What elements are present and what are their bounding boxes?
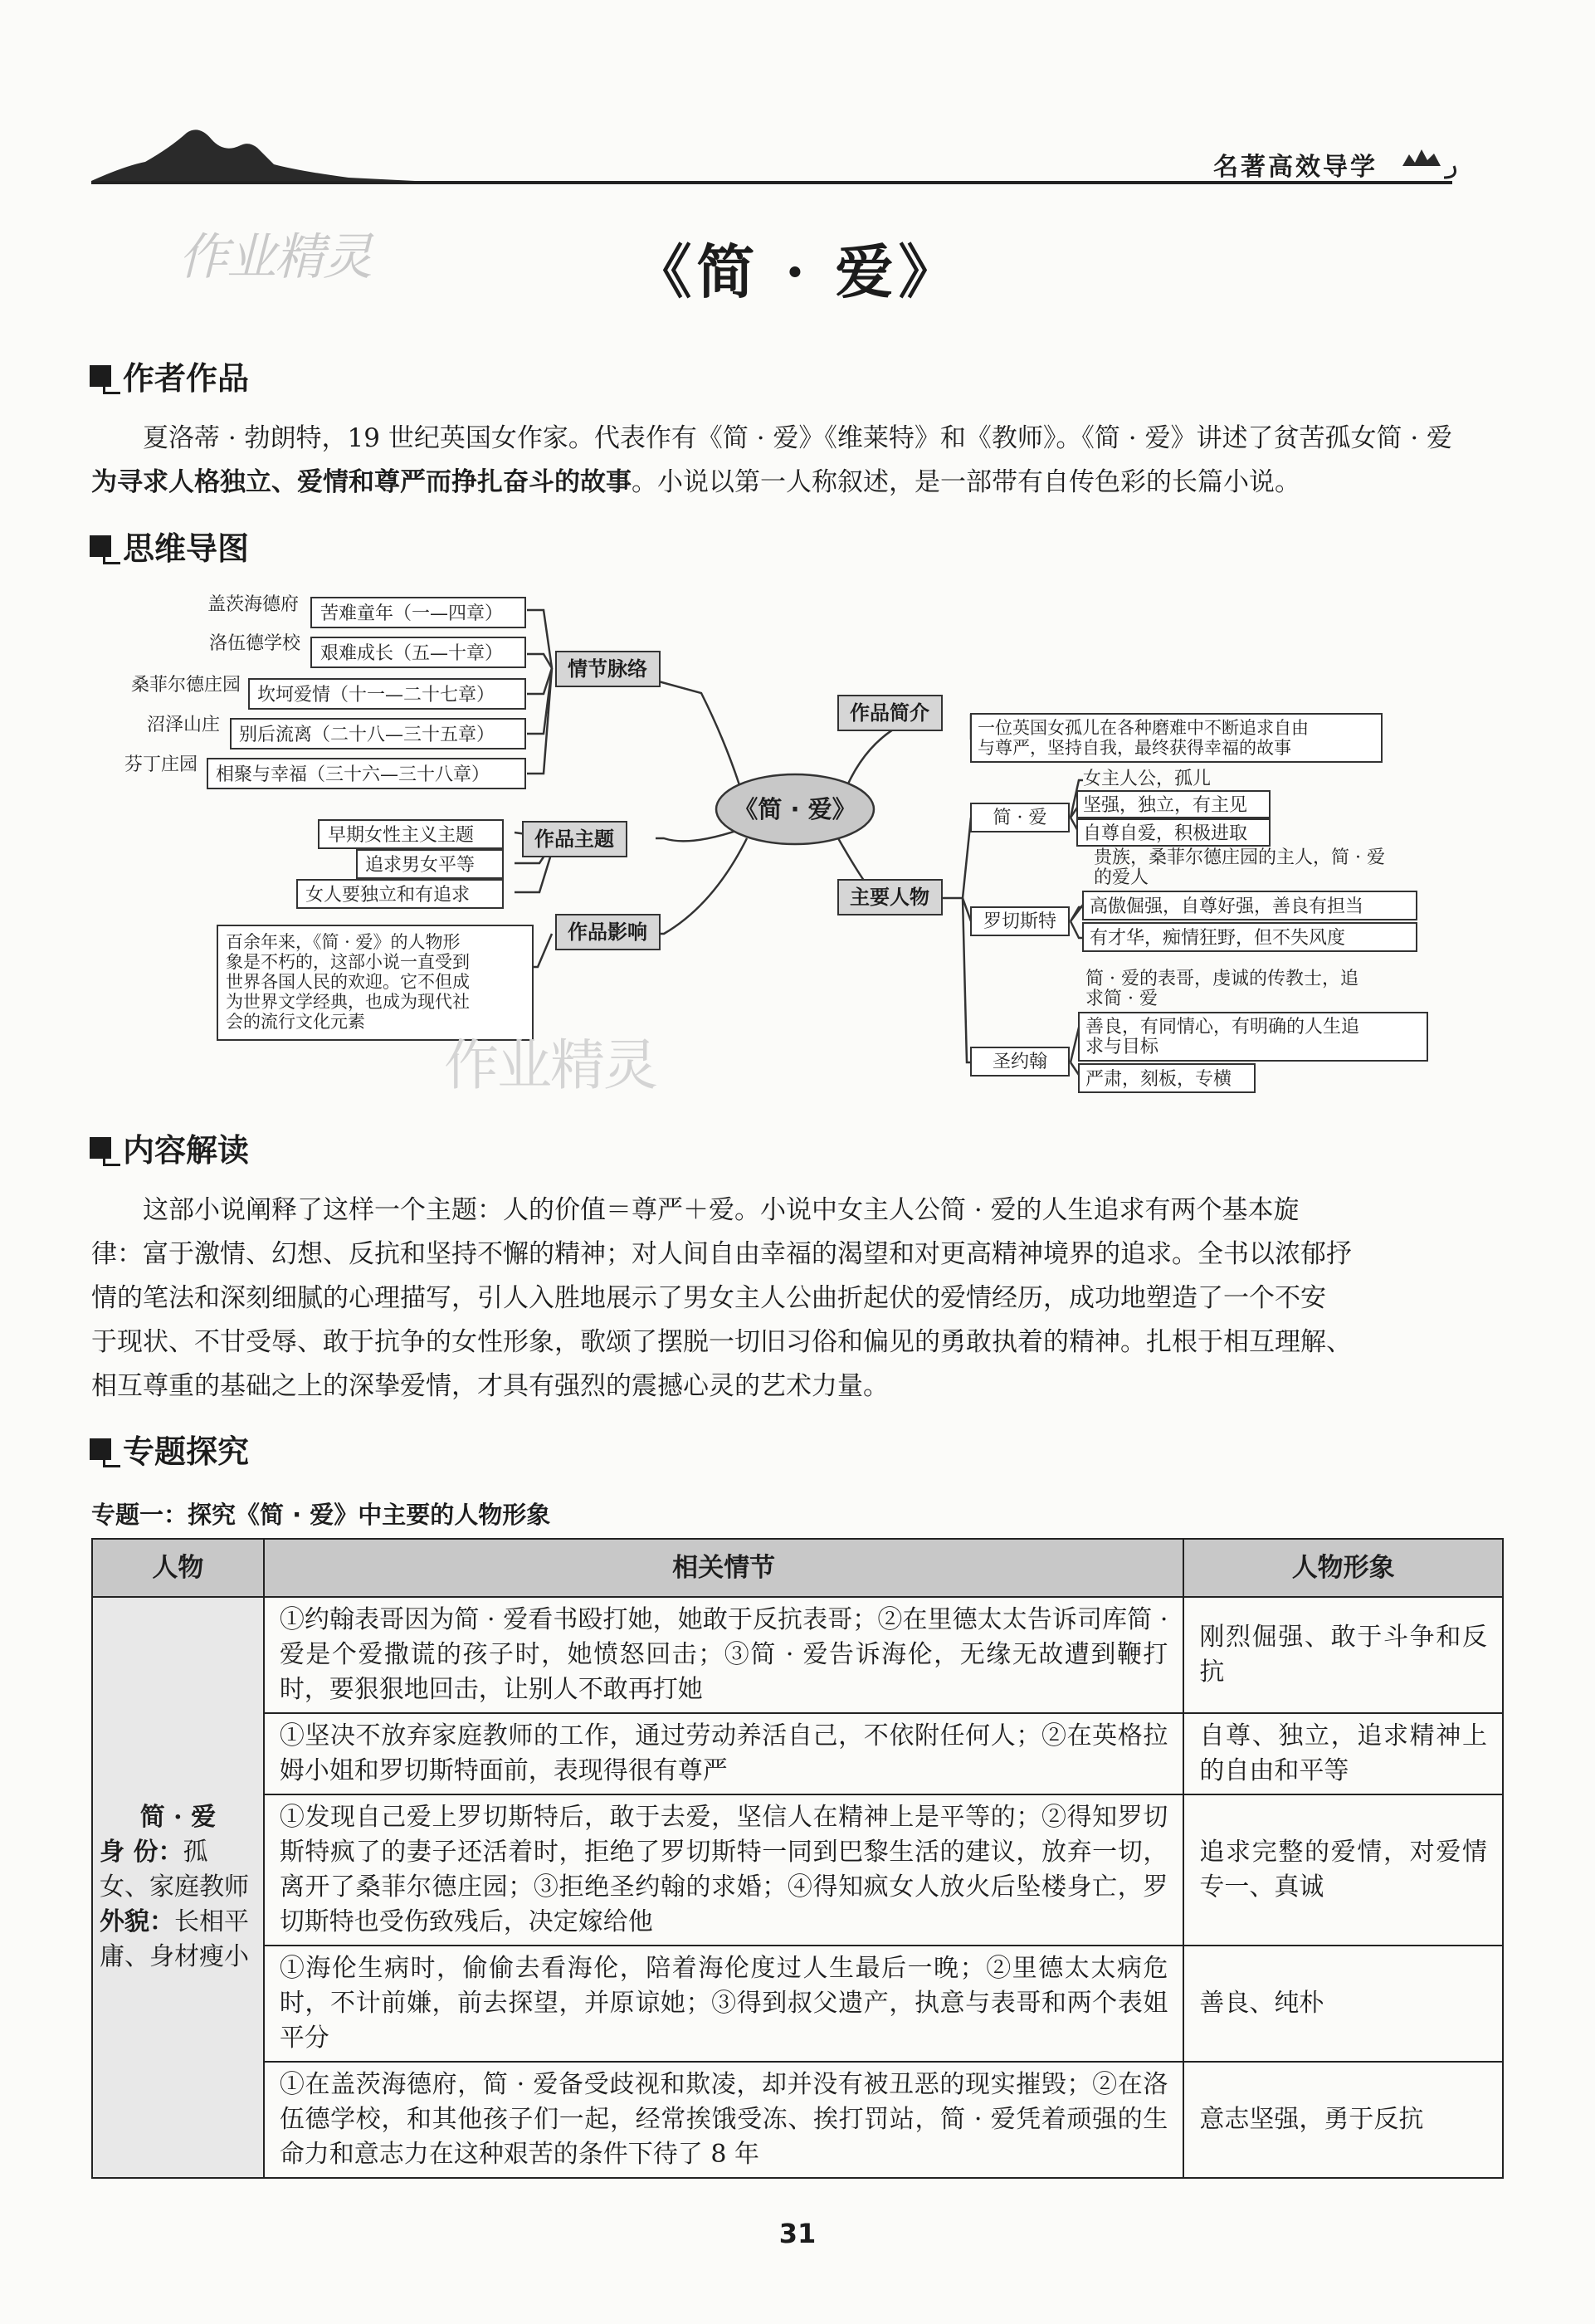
branch-influence-label: 作品影响 (568, 920, 647, 944)
table-row (92, 1597, 1503, 1713)
branch-characters-label: 主要人物 (850, 886, 929, 909)
intro-box (971, 714, 1382, 762)
svg-text:求与目标: 求与目标 (1085, 1037, 1159, 1057)
branch-theme-label: 作品主题 (534, 828, 614, 851)
image-cell: 自尊、独立，追求精神上的自由和平等 (1183, 1713, 1503, 1794)
plot-cell: ①海伦生病时，偷偷去看海伦，陪着海伦度过人生最后一晚；②里德太太病危时，不计前嫌，前去探望，并原谅她；③得到叔父遗产，执意与表哥和两个表姐平分 (264, 1946, 1184, 2062)
plot-place: 盖茨海德府 (207, 594, 299, 615)
branch-influence (556, 915, 660, 950)
section-heading-topic: 专题探究 (90, 1426, 249, 1472)
plot-stage: 别后流离（二十八—三十五章） (239, 725, 495, 745)
table-row (92, 1713, 1503, 1794)
svg-text:坚强，独立，有主见: 坚强，独立，有主见 (1083, 795, 1248, 816)
svg-text:简 · 爱: 简 · 爱 (993, 808, 1047, 828)
svg-text:善良，有同情心，有明确的人生追: 善良，有同情心，有明确的人生追 (1085, 1017, 1360, 1038)
section-heading-mindmap: 思维导图 (90, 523, 249, 569)
svg-text:与尊严，坚持自我，最终获得幸福的故事: 与尊严，坚持自我，最终获得幸福的故事 (978, 738, 1291, 758)
mind-map (0, 0, 1595, 1112)
theme-item (357, 850, 503, 878)
plot-place: 洛伍德学校 (208, 633, 300, 654)
plot-stage: 苦难童年（一—四章） (320, 603, 504, 624)
section-marker-icon (90, 1438, 111, 1460)
plot-place: 芬丁庄园 (124, 754, 198, 775)
author-line-1: 夏洛蒂 · 勃朗特，19 世纪英国女作家。代表作有《简 · 爱》《维莱特》和《教师》。《简 · 爱》讲述了贫苦孤女简 · 爱 (143, 423, 1453, 453)
table-row (92, 2062, 1503, 2178)
theme-item (297, 880, 503, 908)
plot-item (209, 633, 525, 667)
theme-item (319, 820, 503, 848)
plot-cell: ①在盖茨海德府，简 · 爱备受歧视和欺凌，却并没有被丑恶的现实摧毁；②在洛伍德学校，和其他孩子们一起，经常挨饿受冻、挨打罚站，简 · 爱凭着顽强的生命力和意志力在这种艰苦的条件下待了 8 年 (264, 2062, 1184, 2178)
branch-characters (838, 880, 942, 915)
plot-cell: ①约翰表哥因为简 · 爱看书殴打她，她敢于反抗表哥；②在里德太太告诉司库简 · 爱是个爱撒谎的孩子时，她愤怒回击；③简 · 爱告诉海伦，无缘无故遭到鞭打时，要狠狠地回击，让别人不敢再打她 (264, 1597, 1184, 1713)
plot-item (131, 675, 525, 709)
table-header-row (92, 1539, 1503, 1597)
character-rochester (971, 847, 1417, 951)
image-cell: 刚烈倔强、敢于斗争和反抗 (1183, 1597, 1503, 1713)
table-row (92, 1946, 1503, 2062)
svg-text:一位英国女孤儿在各种磨难中不断追求自由: 一位英国女孤儿在各种磨难中不断追求自由 (978, 718, 1309, 738)
section-marker-icon (90, 1137, 111, 1159)
image-cell: 意志坚强，勇于反抗 (1183, 2062, 1503, 2178)
page-number: 31 (778, 2218, 817, 2249)
watermark: 作业精灵 (178, 228, 371, 286)
branch-plot-label: 情节脉络 (568, 657, 647, 681)
section-heading-author: 作者作品 (90, 353, 249, 398)
branch-plot (556, 652, 660, 686)
plot-cell: ①坚决不放弃家庭教师的工作，通过劳动养活自己，不依附任何人；②在英格拉姆小姐和罗切斯特面前，表现得很有尊严 (264, 1713, 1184, 1794)
svg-text:早期女性主义主题: 早期女性主义主题 (328, 825, 475, 846)
author-line-2: 为寻求人格独立、爱情和尊严而挣扎奋斗的故事。小说以第一人称叙述，是一部带有自传色彩的长篇小说。 (91, 467, 1300, 497)
character-table (91, 1538, 1504, 2179)
series-title: 名著高效导学 (1213, 153, 1378, 182)
plot-stage: 坎坷爱情（十一—二十七章） (257, 685, 495, 706)
svg-text:世界各国人民的欢迎。它不但成: 世界各国人民的欢迎。它不但成 (226, 972, 470, 992)
column-header: 人物 (92, 1539, 264, 1597)
plot-item (147, 715, 525, 749)
svg-text:简 · 爱的表哥，虔诚的传教士，追: 简 · 爱的表哥，虔诚的传教士，追 (1085, 969, 1358, 989)
svg-text:高傲倔强，自尊好强，善良有担当: 高傲倔强，自尊好强，善良有担当 (1090, 896, 1364, 917)
watermark: 作业精灵 (444, 1033, 656, 1097)
column-header: 人物形象 (1183, 1539, 1503, 1597)
plot-item (207, 594, 525, 627)
plot-stage: 艰难成长（五—十章） (320, 643, 504, 664)
section-heading-interpretation: 内容解读 (90, 1125, 249, 1170)
mindmap-center-label: 《简 · 爱》 (734, 795, 856, 823)
plot-stage: 相聚与幸福（三十六—三十八章） (216, 764, 490, 785)
interpretation-paragraph: 这部小说阐释了这样一个主题：人的价值＝尊严＋爱。小说中女主人公简 · 爱的人生追求有两个基本旋 律：富于激情、幻想、反抗和坚持不懈的精神；对人间自由幸福的渴望和对更高精神境界的追求。全书以浓郁抒 情的笔法和深刻细腻的心理描写，引人入胜地展示了男女主人公曲折起伏的爱情经历，成功地塑造了一个不安 于现状、不甘受辱、敢于抗争的女性形象，歌颂了摆脱一切旧习俗和偏见的勇敢执着的精神。扎根于相互理解、 相互尊重的基础之上的深挚爱情，才具有强烈的震撼心灵的艺术力量。 (91, 1195, 1352, 1401)
table-row (92, 1794, 1503, 1946)
svg-text:象是不朽的，这部小说一直受到: 象是不朽的，这部小说一直受到 (226, 952, 470, 972)
character-jane (971, 769, 1270, 846)
column-header: 相关情节 (264, 1539, 1184, 1597)
image-cell: 追求完整的爱情，对爱情专一、真诚 (1183, 1794, 1503, 1946)
svg-text:贵族，桑菲尔德庄园的主人，简 · 爱: 贵族，桑菲尔德庄园的主人，简 · 爱 (1094, 847, 1385, 868)
svg-text:求简 · 爱: 求简 · 爱 (1085, 989, 1158, 1009)
svg-text:自尊自爱，积极进取: 自尊自爱，积极进取 (1083, 823, 1248, 844)
branch-intro (838, 696, 942, 730)
page-title: 《简 · 爱》 (633, 237, 962, 306)
svg-text:为世界文学经典，也成为现代社: 为世界文学经典，也成为现代社 (226, 992, 470, 1012)
svg-text:圣约翰: 圣约翰 (992, 1052, 1048, 1072)
svg-text:罗切斯特: 罗切斯特 (983, 911, 1057, 932)
svg-text:有才华，痴情狂野，但不失风度: 有才华，痴情狂野，但不失风度 (1090, 928, 1346, 949)
plot-place: 沼泽山庄 (146, 715, 220, 735)
svg-text:追求男女平等: 追求男女平等 (365, 855, 476, 876)
plot-cell: ①发现自己爱上罗切斯特后，敢于去爱，坚信人在精神上是平等的；②得知罗切斯特疯了的妻子还活着时，拒绝了罗切斯特一同到巴黎生活的建议，放弃一切，离开了桑菲尔德庄园；③拒绝圣约翰的求婚；④得知疯女人放火后坠楼身亡，罗切斯特也受伤致残后，决定嫁给他 (264, 1794, 1184, 1946)
svg-text:会的流行文化元素: 会的流行文化元素 (226, 1012, 365, 1032)
person-cell: 简 · 爱 身 份：孤 女、家庭教师 外貌：长相平庸、身材瘦小 (92, 1597, 264, 2178)
topic-subtitle: 专题一：探究《简 · 爱》中主要的人物形象 (91, 1501, 551, 1529)
branch-theme (523, 822, 627, 857)
image-cell: 善良、纯朴 (1183, 1946, 1503, 2062)
svg-text:百余年来，《简 · 爱》的人物形: 百余年来，《简 · 爱》的人物形 (226, 932, 461, 952)
svg-text:严肃，刻板，专横: 严肃，刻板，专横 (1085, 1069, 1232, 1090)
plot-place: 桑菲尔德庄园 (130, 675, 241, 696)
character-st-john (971, 969, 1427, 1092)
branch-intro-label: 作品简介 (850, 701, 929, 725)
svg-text:的爱人: 的爱人 (1094, 867, 1149, 888)
plot-item (124, 754, 525, 788)
svg-text:女主人公，孤儿: 女主人公，孤儿 (1083, 769, 1212, 789)
svg-text:女人要独立和有追求: 女人要独立和有追求 (305, 885, 471, 906)
